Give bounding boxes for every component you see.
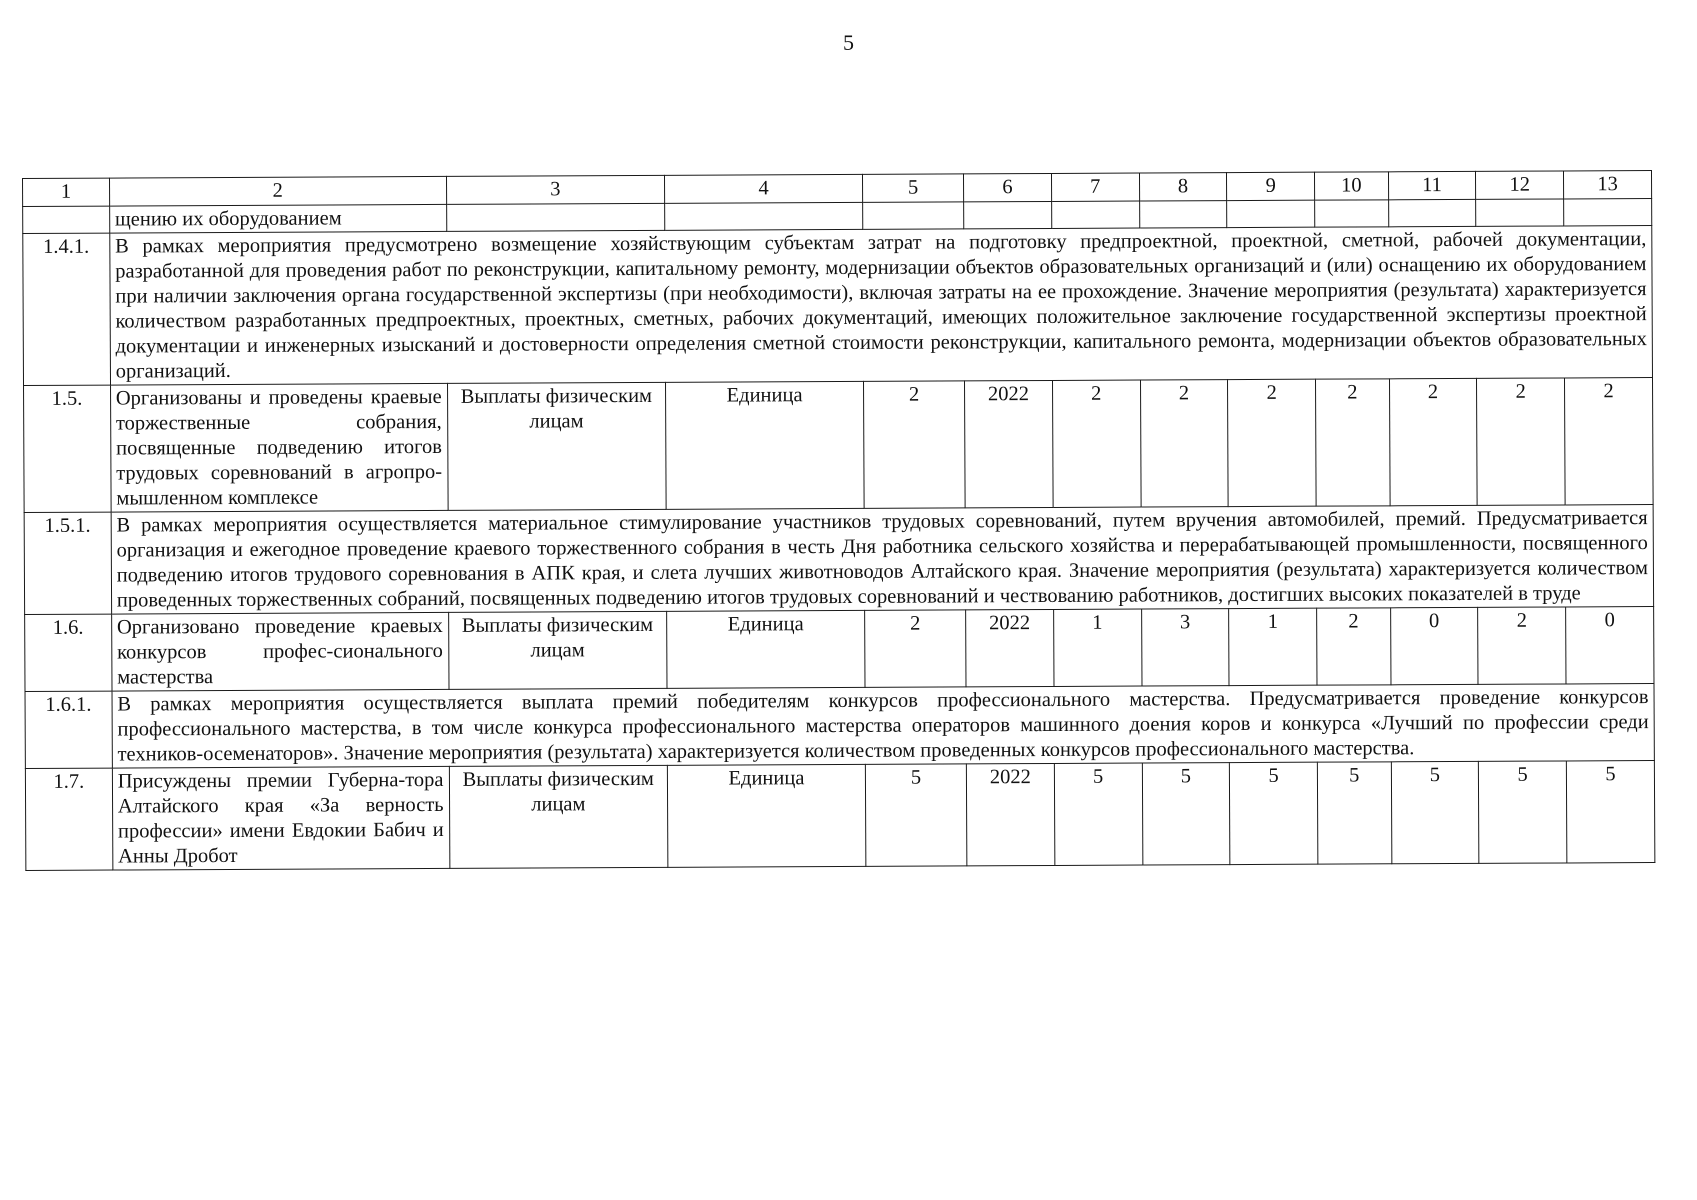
empty-cell: [1315, 200, 1389, 227]
year-value: 0: [1390, 607, 1478, 684]
description-row: [23, 226, 1653, 386]
description-text: В рамках мероприятия осуществляется материальное стимулирование участников трудовых соревнований, путем вручения автомобилей, премий. Предусматривается организация и ежегодное проведение краевого торжественного собрания в честь Дня работника сельского хозяйства и перерабатывающей промышленности, посвященного подведению итогов трудового соревнования в АПК края, и слета лучших животноводов Алтайского края. Значение мероприятия (результата) характеризуется количеством проведенных торжественных собраний, посвященных подведению итогов трудовых соревнований и чествованию работников, достигших высоких показателей в труде: [111, 505, 1654, 615]
year-value: 0: [1566, 607, 1654, 684]
header-cell: 2: [109, 176, 446, 206]
measures-table: [22, 170, 1655, 871]
empty-cell: [964, 201, 1052, 228]
base-year: 2022: [965, 380, 1053, 507]
description-text: В рамках мероприятия предусмотрено возмещение хозяйствующим субъектам затрат на подготовку предпроектной, проектной, сметной, рабочей документации, разработанной для проведения работ по реконструкции, капитальному ремонту, модернизации объектов образовательных организаций и (или) оснащению их оборудованием при наличии заключения органа государственной экспертизы (при необходимости), включая затраты на ее прохождение. Значение мероприятия (результата) характеризуется количеством разработанных предпроектных, проектных, сметных, рабочих документаций, имеющих положительное заключение государственной экспертизы проектной документации и инженерных изысканий и достоверности определения сметной стоимости реконструкции, капитального ремонта, модернизации объектов образовательных организаций.: [110, 226, 1653, 386]
measure-name: Организовано проведение краевых конкурсов профес-сионального мастерства: [111, 612, 448, 691]
header-cell: 8: [1139, 173, 1227, 201]
empty-cell: [1227, 200, 1315, 227]
year-value: 2: [1477, 378, 1565, 505]
year-value: 5: [1142, 763, 1230, 865]
description-text: В рамках мероприятия осуществляется выплата премий победителям конкурсов профессионального мастерства. Предусматривается проведение конкурсов профессионального мастерства, в том числе конкурса профессионального мастерства операторов машинного доения коров и конкурса «Лучший по профессии среди техников-осеменаторов». Значение мероприятия (результата) характеризуется количеством проведенных конкурсов профессионального мастерства.: [112, 684, 1655, 769]
year-value: 5: [1317, 762, 1391, 864]
continuation-text: щению их оборудованием: [109, 204, 446, 233]
year-value: 2: [1316, 379, 1390, 506]
empty-cell: [863, 202, 964, 229]
base-year: 2022: [966, 763, 1054, 865]
year-value: 1: [1053, 609, 1141, 686]
year-value: 5: [1391, 761, 1479, 863]
header-cell: 3: [446, 175, 665, 204]
empty-cell: [23, 206, 110, 233]
description-row: [25, 684, 1654, 769]
header-cell: 5: [862, 174, 963, 202]
measure-row: [25, 761, 1654, 871]
header-cell: 9: [1227, 172, 1315, 200]
year-value: 5: [1230, 762, 1318, 864]
page-number: 5: [843, 30, 854, 55]
year-value: 2: [1052, 380, 1140, 507]
empty-cell: [1139, 201, 1227, 228]
year-value: 2: [1478, 607, 1566, 684]
year-value: 2: [1317, 608, 1391, 685]
base-value: 5: [865, 764, 967, 866]
year-value: 2: [1140, 380, 1228, 507]
measure-name: Организованы и проведены краевые торжественные собрания, посвященные подведению итогов трудовых соревнований в агропро-мышленном комплексе: [110, 383, 447, 512]
description-row: [24, 505, 1653, 615]
header-cell: 7: [1051, 173, 1139, 201]
base-year: 2022: [966, 609, 1054, 686]
measure-row: [25, 607, 1654, 692]
header-cell: 4: [664, 174, 862, 203]
unit: Единица: [667, 764, 865, 867]
header-cell: 12: [1476, 171, 1564, 199]
row-number: 1.4.1.: [23, 233, 110, 385]
row-number: 1.5.: [24, 385, 111, 512]
year-value: 2: [1389, 378, 1477, 505]
payment-type: Выплаты физическим лицам: [449, 765, 668, 868]
measure-name: Присуждены премии Губерна-тора Алтайского края «За верность профессии» имени Евдокии Бабич и Анны Дробот: [112, 766, 449, 870]
base-value: 2: [863, 381, 965, 508]
year-value: 5: [1479, 761, 1567, 863]
empty-cell: [1388, 199, 1476, 226]
empty-cell: [665, 202, 863, 230]
row-number: 1.7.: [25, 768, 112, 870]
unit: Единица: [667, 610, 865, 688]
empty-cell: [446, 203, 665, 231]
empty-cell: [1564, 199, 1652, 226]
empty-cell: [1051, 201, 1139, 228]
header-cell: 11: [1388, 171, 1476, 199]
year-value: 2: [1228, 379, 1316, 506]
base-value: 2: [865, 610, 966, 687]
header-cell: 10: [1315, 172, 1389, 200]
row-number: 1.6.: [25, 614, 112, 691]
payment-type: Выплаты физическим лицам: [447, 382, 666, 510]
header-cell: 1: [23, 178, 110, 206]
row-number: 1.6.1.: [25, 691, 112, 768]
measure-row: [24, 378, 1654, 513]
payment-type: Выплаты физическим лицам: [448, 611, 667, 689]
empty-cell: [1476, 199, 1564, 226]
year-value: 3: [1141, 609, 1229, 686]
row-number: 1.5.1.: [24, 512, 111, 614]
unit: Единица: [665, 381, 864, 509]
year-value: 5: [1566, 761, 1654, 863]
header-cell: 6: [964, 173, 1052, 201]
header-cell: 13: [1564, 171, 1652, 199]
year-value: 2: [1565, 378, 1654, 505]
year-value: 1: [1229, 608, 1317, 685]
year-value: 5: [1054, 763, 1142, 865]
